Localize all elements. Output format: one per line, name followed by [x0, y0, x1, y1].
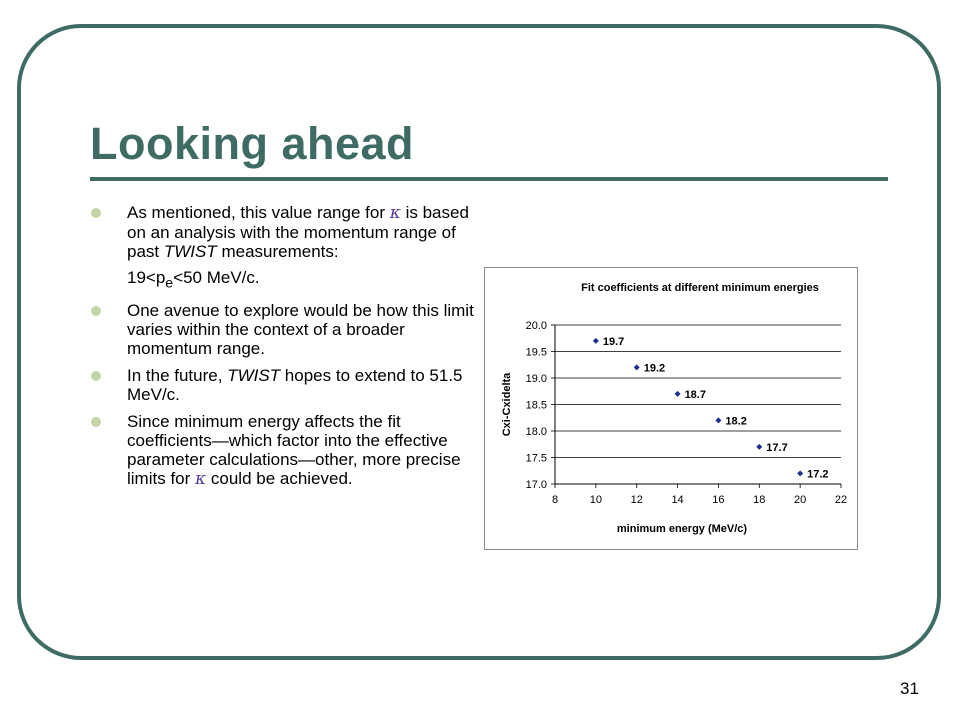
x-tick-label: 20 [794, 494, 807, 506]
data-label: 18.7 [684, 388, 706, 401]
x-axis-label: minimum energy (MeV/c) [616, 523, 748, 535]
bullet-text: is based on an analysis with the momentum range of past [127, 203, 469, 261]
bullet-list [91, 203, 483, 497]
momentum-range [127, 268, 483, 293]
bullet-text: One avenue to explore would be how this limit varies within the context of a broader momentum range. [127, 301, 474, 359]
x-tick-label: 18 [753, 494, 766, 506]
y-tick-label: 17.0 [525, 479, 547, 491]
data-point [593, 338, 599, 344]
y-axis-label: Cxi-Cxidelta [501, 372, 513, 437]
bullet-text: Since minimum energy affects the fit coefficients—which factor into the effective parameter calculations—other, more precise limits for [127, 412, 461, 489]
bullet-text: could be achieved. [206, 469, 353, 489]
y-tick-label: 19.5 [525, 346, 547, 359]
data-label: 17.2 [807, 468, 829, 481]
kappa-symbol: κ [389, 203, 401, 223]
x-tick-label: 12 [630, 494, 643, 506]
data-point [634, 364, 640, 370]
emphasis-text: TWIST [163, 242, 217, 261]
slide-title: Looking ahead [90, 118, 415, 169]
range-suffix: <50 MeV/c. [173, 268, 260, 287]
data-point [797, 470, 803, 476]
data-label: 17.7 [766, 441, 788, 454]
bullet-item [91, 203, 483, 293]
y-tick-label: 18.5 [525, 399, 547, 412]
bullet-text: measurements: [216, 242, 339, 261]
data-label: 19.2 [643, 362, 666, 375]
y-tick-label: 19.0 [525, 373, 547, 385]
bullet-dot-icon [91, 306, 101, 316]
y-tick-label: 17.5 [525, 452, 547, 465]
title-underline [90, 177, 888, 181]
range-subscript: e [165, 275, 174, 292]
data-label: 19.7 [602, 335, 625, 348]
x-tick-label: 22 [834, 494, 848, 506]
range-prefix: 19<p [127, 268, 166, 287]
x-tick-label: 14 [671, 494, 684, 506]
y-tick-label: 20.0 [525, 320, 547, 332]
bullet-dot-icon [91, 208, 101, 218]
x-tick-label: 16 [712, 494, 725, 506]
bullet-text: In the future, [127, 366, 228, 386]
data-point [756, 444, 762, 450]
y-tick-label: 18.0 [525, 426, 547, 438]
page-number: 31 [900, 679, 919, 698]
bullet-item [91, 366, 483, 404]
kappa-symbol: κ [195, 469, 207, 490]
bullet-text: As mentioned, this value range for [127, 203, 390, 222]
data-label: 18.2 [725, 415, 747, 428]
bullet-item [91, 412, 483, 489]
data-point [675, 391, 681, 397]
bullet-dot-icon [91, 371, 101, 381]
bullet-dot-icon [91, 417, 101, 427]
bullet-text: hopes to extend to 51.5 MeV/c. [127, 366, 463, 405]
emphasis-text: TWIST [227, 366, 281, 386]
chart-title: Fit coefficients at different minimum energies [581, 282, 819, 294]
x-tick-label: 10 [589, 494, 602, 506]
x-tick-label: 8 [551, 494, 559, 506]
bullet-item [91, 301, 483, 358]
scatter-chart [485, 268, 857, 549]
data-point [715, 417, 721, 423]
chart-container [484, 267, 858, 550]
